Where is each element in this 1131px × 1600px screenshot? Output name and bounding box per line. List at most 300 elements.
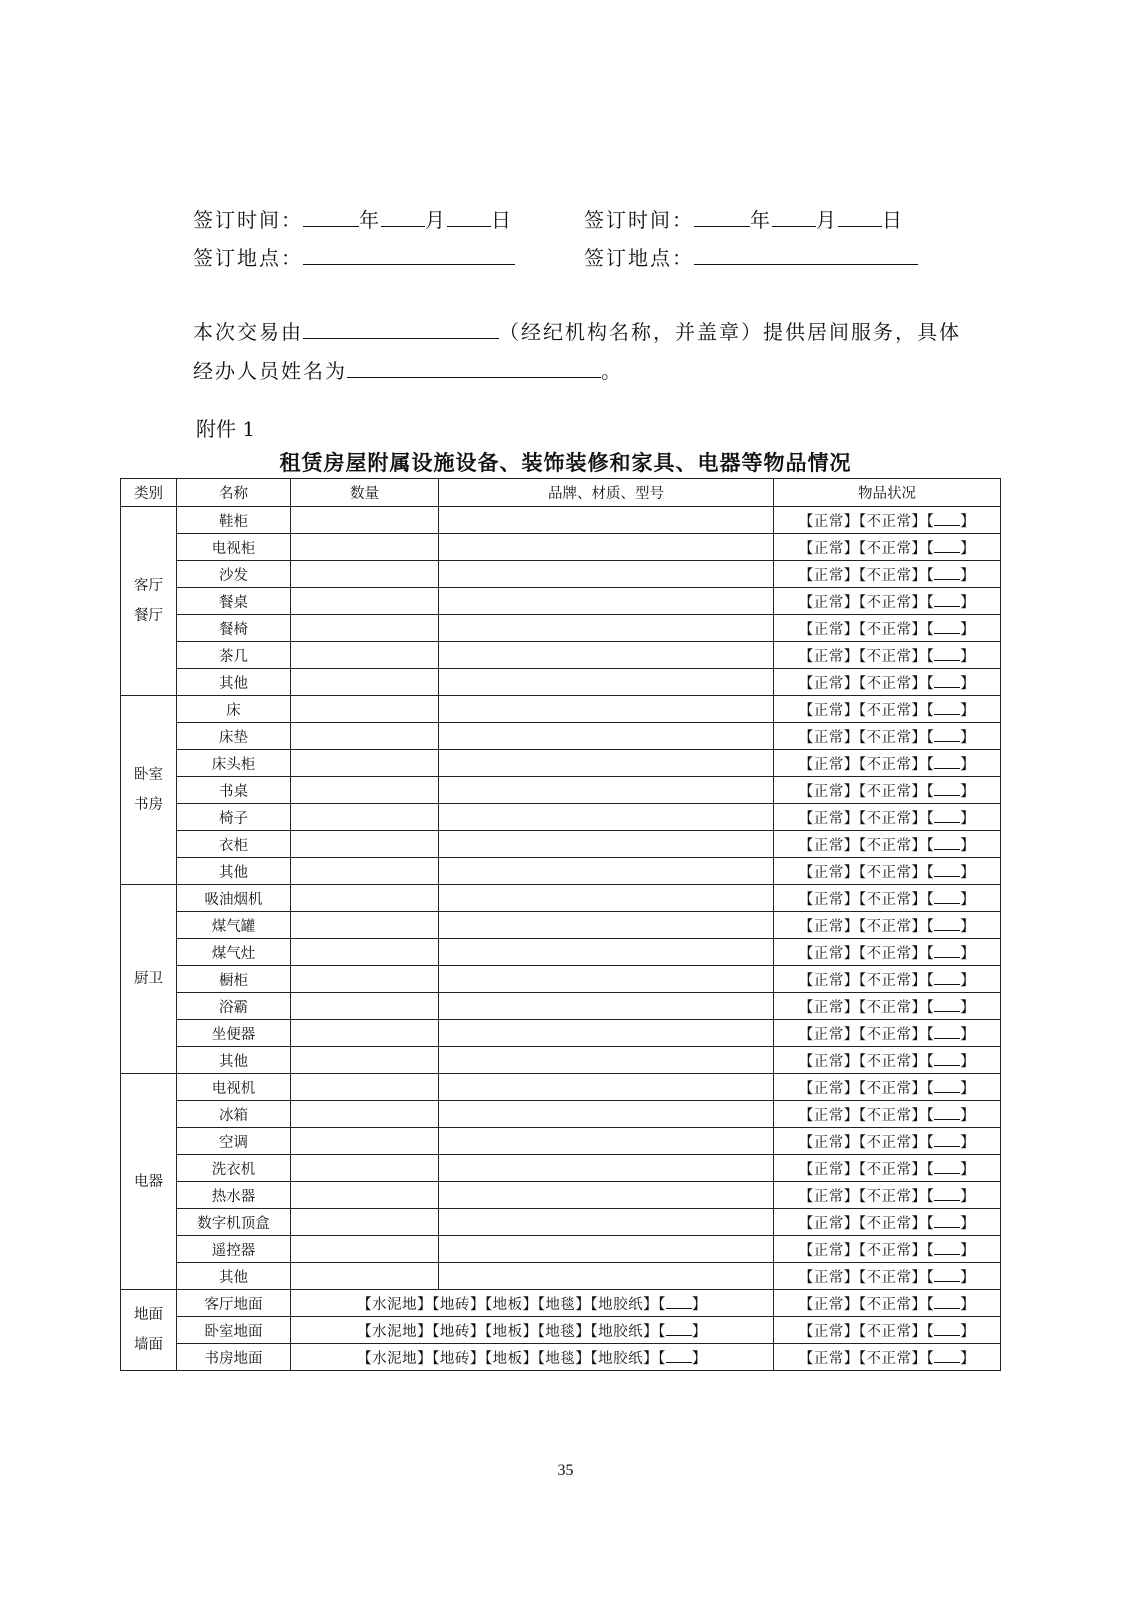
brand-material-model-cell[interactable] bbox=[439, 993, 774, 1020]
item-name-cell bbox=[177, 858, 291, 885]
annex-label: 附件 1 bbox=[196, 417, 256, 441]
table-row bbox=[121, 669, 1001, 696]
table-row bbox=[121, 885, 1001, 912]
agency-intro: 本次交易由 bbox=[193, 320, 303, 344]
quantity-cell[interactable] bbox=[291, 1128, 439, 1155]
brand-material-model-cell[interactable] bbox=[439, 966, 774, 993]
table-row bbox=[121, 777, 1001, 804]
brand-material-model-cell[interactable] bbox=[439, 777, 774, 804]
condition-cell[interactable]: 【正常】【不正常】【 】 bbox=[774, 1020, 1001, 1047]
item-name-cell bbox=[177, 1317, 291, 1344]
status-option: 正常 bbox=[813, 891, 844, 908]
material-option: 水泥地 bbox=[372, 1350, 418, 1367]
quantity-cell[interactable] bbox=[291, 696, 439, 723]
quantity-cell[interactable] bbox=[291, 777, 439, 804]
condition-cell[interactable]: 【正常】【不正常】【 】 bbox=[774, 1263, 1001, 1290]
brand-material-model-cell[interactable] bbox=[439, 1209, 774, 1236]
status-option: 正常 bbox=[813, 567, 844, 584]
brand-material-model-cell[interactable] bbox=[439, 696, 774, 723]
brand-material-model-cell[interactable] bbox=[439, 831, 774, 858]
status-other-blank[interactable] bbox=[934, 783, 960, 796]
brand-material-model-cell[interactable] bbox=[439, 1074, 774, 1101]
material-option: 水泥地 bbox=[372, 1323, 418, 1340]
category-label: 厨卫 bbox=[134, 971, 163, 987]
condition-cell[interactable]: 【正常】【不正常】【 】 bbox=[774, 723, 1001, 750]
status-option: 正常 bbox=[813, 1242, 844, 1259]
item-name-cell bbox=[177, 885, 291, 912]
item-name-cell bbox=[177, 1236, 291, 1263]
status-other-blank[interactable] bbox=[934, 594, 960, 607]
status-other-blank[interactable] bbox=[934, 756, 960, 769]
status-other-blank[interactable] bbox=[934, 1323, 960, 1336]
status-option: 不正常 bbox=[866, 1107, 912, 1124]
item-name: 坐便器 bbox=[211, 1026, 256, 1043]
brand-material-model-cell[interactable] bbox=[439, 1263, 774, 1290]
quantity-cell[interactable] bbox=[291, 1020, 439, 1047]
category-cell bbox=[121, 1074, 177, 1290]
status-other-blank[interactable] bbox=[934, 810, 960, 823]
status-option: 不正常 bbox=[866, 621, 912, 638]
item-name: 其他 bbox=[219, 1053, 248, 1070]
quantity-cell[interactable] bbox=[291, 1236, 439, 1263]
item-name-cell bbox=[177, 1101, 291, 1128]
page-number: 35 bbox=[557, 1462, 574, 1479]
brand-material-model-cell[interactable] bbox=[439, 723, 774, 750]
category-label: 墙面 bbox=[134, 1337, 163, 1353]
item-name-cell bbox=[177, 939, 291, 966]
status-option: 正常 bbox=[813, 783, 844, 800]
status-other-blank[interactable] bbox=[934, 540, 960, 553]
item-name-cell bbox=[177, 669, 291, 696]
condition-cell[interactable]: 【正常】【不正常】【 】 bbox=[774, 939, 1001, 966]
quantity-cell[interactable] bbox=[291, 507, 439, 534]
material-option: 地毯 bbox=[545, 1350, 576, 1367]
header-brand-material-model: 品牌、材质、型号 bbox=[439, 479, 774, 507]
item-name: 书桌 bbox=[219, 783, 248, 800]
agency-name-blank[interactable] bbox=[303, 320, 499, 339]
agency-service-text: （经纪机构名称，并盖章）提供居间服务，具体 bbox=[499, 320, 961, 344]
brand-material-model-cell[interactable] bbox=[439, 1236, 774, 1263]
condition-cell[interactable]: 【正常】【不正常】【 】 bbox=[774, 561, 1001, 588]
item-name-cell bbox=[177, 1047, 291, 1074]
item-name-cell bbox=[177, 1020, 291, 1047]
brand-material-model-cell[interactable] bbox=[439, 1182, 774, 1209]
status-other-blank[interactable] bbox=[934, 621, 960, 634]
brand-material-model-cell[interactable] bbox=[439, 588, 774, 615]
quantity-cell[interactable] bbox=[291, 1209, 439, 1236]
brand-material-model-cell[interactable] bbox=[439, 561, 774, 588]
brand-material-model-cell[interactable] bbox=[439, 1020, 774, 1047]
status-option: 不正常 bbox=[866, 1188, 912, 1205]
condition-cell[interactable]: 【正常】【不正常】【 】 bbox=[774, 1317, 1001, 1344]
status-option: 不正常 bbox=[866, 567, 912, 584]
month-blank[interactable] bbox=[772, 208, 816, 227]
item-name: 数字机顶盒 bbox=[197, 1215, 270, 1232]
signing-place-label: 签订地点： bbox=[193, 246, 303, 270]
quantity-cell[interactable] bbox=[291, 966, 439, 993]
condition-cell[interactable]: 【正常】【不正常】【 】 bbox=[774, 804, 1001, 831]
item-name: 床头柜 bbox=[211, 756, 256, 773]
category-label: 电器 bbox=[134, 1173, 163, 1190]
brand-material-model-cell[interactable] bbox=[439, 1101, 774, 1128]
status-option: 正常 bbox=[813, 1107, 844, 1124]
item-name: 煤气灶 bbox=[211, 945, 256, 962]
brand-material-model-cell[interactable] bbox=[439, 858, 774, 885]
item-name-cell bbox=[177, 723, 291, 750]
item-name-cell bbox=[177, 777, 291, 804]
status-other-blank[interactable] bbox=[934, 1350, 960, 1363]
condition-cell[interactable]: 【正常】【不正常】【 】 bbox=[774, 1074, 1001, 1101]
item-name: 吸油烟机 bbox=[204, 891, 263, 908]
item-name-cell bbox=[177, 1344, 291, 1371]
category-label: 餐厅 bbox=[134, 608, 163, 624]
table-row bbox=[121, 804, 1001, 831]
table-header-row bbox=[121, 479, 1001, 507]
brand-material-model-cell[interactable] bbox=[439, 642, 774, 669]
condition-cell[interactable]: 【正常】【不正常】【 】 bbox=[774, 669, 1001, 696]
status-other-blank[interactable] bbox=[934, 999, 960, 1012]
quantity-cell[interactable] bbox=[291, 1101, 439, 1128]
quantity-cell[interactable] bbox=[291, 939, 439, 966]
material-other-blank[interactable] bbox=[666, 1323, 692, 1336]
year-label: 年 bbox=[750, 208, 772, 232]
material-option: 地板 bbox=[492, 1350, 523, 1367]
quantity-cell[interactable] bbox=[291, 534, 439, 561]
condition-cell[interactable]: 【正常】【不正常】【 】 bbox=[774, 777, 1001, 804]
category-label: 客厅 bbox=[134, 578, 163, 594]
brand-material-model-cell[interactable] bbox=[439, 615, 774, 642]
item-name: 餐椅 bbox=[219, 621, 248, 638]
status-other-blank[interactable] bbox=[934, 1161, 960, 1174]
status-other-blank[interactable] bbox=[934, 891, 960, 904]
table-row bbox=[121, 588, 1001, 615]
condition-cell[interactable]: 【正常】【不正常】【 】 bbox=[774, 750, 1001, 777]
condition-cell[interactable]: 【正常】【不正常】【 】 bbox=[774, 1344, 1001, 1371]
day-blank[interactable] bbox=[447, 208, 491, 227]
status-option: 正常 bbox=[813, 540, 844, 557]
status-option: 正常 bbox=[813, 972, 844, 989]
status-option: 不正常 bbox=[866, 918, 912, 935]
agency-end-mark: 。 bbox=[601, 359, 623, 383]
brand-material-model-cell[interactable] bbox=[439, 912, 774, 939]
category-label: 卧室 bbox=[134, 767, 163, 783]
table-row bbox=[121, 534, 1001, 561]
category-cell bbox=[121, 507, 177, 696]
quantity-cell[interactable] bbox=[291, 858, 439, 885]
signing-time-left bbox=[193, 204, 513, 233]
quantity-cell[interactable] bbox=[291, 912, 439, 939]
condition-cell[interactable]: 【正常】【不正常】【 】 bbox=[774, 1128, 1001, 1155]
table-row bbox=[121, 1344, 1001, 1371]
status-option: 正常 bbox=[813, 918, 844, 935]
status-option: 不正常 bbox=[866, 1161, 912, 1178]
condition-cell[interactable]: 【正常】【不正常】【 】 bbox=[774, 1155, 1001, 1182]
status-option: 正常 bbox=[813, 1053, 844, 1070]
status-option: 正常 bbox=[813, 837, 844, 854]
item-name: 热水器 bbox=[211, 1188, 256, 1205]
status-other-blank[interactable] bbox=[934, 1053, 960, 1066]
status-other-blank[interactable] bbox=[934, 1080, 960, 1093]
quantity-cell[interactable] bbox=[291, 642, 439, 669]
signing-place-label: 签订地点： bbox=[584, 246, 694, 270]
status-option: 不正常 bbox=[866, 702, 912, 719]
item-name: 衣柜 bbox=[219, 837, 248, 854]
item-name: 冰箱 bbox=[219, 1107, 248, 1124]
item-name: 其他 bbox=[219, 864, 248, 881]
quantity-cell[interactable] bbox=[291, 750, 439, 777]
status-option: 不正常 bbox=[866, 783, 912, 800]
status-other-blank[interactable] bbox=[934, 648, 960, 661]
status-other-blank[interactable] bbox=[934, 729, 960, 742]
place-blank[interactable] bbox=[694, 246, 918, 265]
item-name-cell bbox=[177, 1155, 291, 1182]
condition-cell[interactable]: 【正常】【不正常】【 】 bbox=[774, 912, 1001, 939]
item-name: 沙发 bbox=[219, 567, 248, 584]
material-option: 地砖 bbox=[439, 1323, 470, 1340]
document-title: 租赁房屋附属设施设备、装饰装修和家具、电器等物品情况 bbox=[279, 450, 852, 475]
brand-material-model-cell[interactable] bbox=[439, 1128, 774, 1155]
quantity-cell[interactable] bbox=[291, 1155, 439, 1182]
material-other-blank[interactable] bbox=[666, 1296, 692, 1309]
status-other-blank[interactable] bbox=[934, 1242, 960, 1255]
table-row bbox=[121, 696, 1001, 723]
item-name-cell bbox=[177, 1074, 291, 1101]
month-label: 月 bbox=[816, 208, 838, 232]
table-row bbox=[121, 1074, 1001, 1101]
status-other-blank[interactable] bbox=[934, 972, 960, 985]
brand-material-model-cell[interactable] bbox=[439, 885, 774, 912]
table-row bbox=[121, 750, 1001, 777]
table-row bbox=[121, 831, 1001, 858]
table-row bbox=[121, 1290, 1001, 1317]
item-name-cell bbox=[177, 831, 291, 858]
quantity-cell[interactable] bbox=[291, 1182, 439, 1209]
quantity-cell[interactable] bbox=[291, 723, 439, 750]
status-other-blank[interactable] bbox=[934, 1269, 960, 1282]
status-option: 正常 bbox=[813, 945, 844, 962]
condition-cell[interactable]: 【正常】【不正常】【 】 bbox=[774, 507, 1001, 534]
status-other-blank[interactable] bbox=[934, 1107, 960, 1120]
condition-cell[interactable]: 【正常】【不正常】【 】 bbox=[774, 993, 1001, 1020]
table-row bbox=[121, 723, 1001, 750]
brand-material-model-cell[interactable] bbox=[439, 939, 774, 966]
header-condition: 物品状况 bbox=[774, 479, 1001, 507]
condition-cell[interactable]: 【正常】【不正常】【 】 bbox=[774, 1236, 1001, 1263]
status-other-blank[interactable] bbox=[934, 1188, 960, 1201]
item-name-cell bbox=[177, 912, 291, 939]
item-name-cell bbox=[177, 804, 291, 831]
table-row bbox=[121, 561, 1001, 588]
status-option: 不正常 bbox=[866, 891, 912, 908]
agent-name-blank[interactable] bbox=[347, 359, 601, 378]
status-other-blank[interactable] bbox=[934, 1215, 960, 1228]
status-option: 不正常 bbox=[866, 675, 912, 692]
condition-cell[interactable]: 【正常】【不正常】【 】 bbox=[774, 642, 1001, 669]
status-option: 正常 bbox=[813, 621, 844, 638]
items-table-body bbox=[121, 507, 1001, 1371]
brand-material-model-cell[interactable] bbox=[439, 804, 774, 831]
condition-cell[interactable]: 【正常】【不正常】【 】 bbox=[774, 588, 1001, 615]
quantity-cell[interactable] bbox=[291, 1263, 439, 1290]
status-option: 正常 bbox=[813, 1350, 844, 1367]
status-option: 正常 bbox=[813, 729, 844, 746]
status-option: 不正常 bbox=[866, 648, 912, 665]
brand-material-model-cell[interactable] bbox=[439, 1047, 774, 1074]
brand-material-model-cell[interactable] bbox=[439, 1155, 774, 1182]
material-other-blank[interactable] bbox=[666, 1350, 692, 1363]
signing-time-label: 签订时间： bbox=[584, 208, 694, 232]
status-option: 不正常 bbox=[866, 1350, 912, 1367]
quantity-cell[interactable] bbox=[291, 804, 439, 831]
status-option: 正常 bbox=[813, 702, 844, 719]
day-label: 日 bbox=[882, 208, 904, 232]
item-name-cell bbox=[177, 588, 291, 615]
status-option: 正常 bbox=[813, 1215, 844, 1232]
item-name-cell bbox=[177, 1209, 291, 1236]
status-other-blank[interactable] bbox=[934, 1134, 960, 1147]
table-row bbox=[121, 1209, 1001, 1236]
item-name-cell bbox=[177, 696, 291, 723]
quantity-cell[interactable] bbox=[291, 885, 439, 912]
status-option: 不正常 bbox=[866, 540, 912, 557]
status-other-blank[interactable] bbox=[934, 702, 960, 715]
status-option: 不正常 bbox=[866, 972, 912, 989]
condition-cell[interactable]: 【正常】【不正常】【 】 bbox=[774, 1182, 1001, 1209]
status-option: 不正常 bbox=[866, 1053, 912, 1070]
status-option: 正常 bbox=[813, 810, 844, 827]
status-option: 不正常 bbox=[866, 945, 912, 962]
year-blank[interactable] bbox=[303, 208, 359, 227]
status-other-blank[interactable] bbox=[934, 675, 960, 688]
status-other-blank[interactable] bbox=[934, 1026, 960, 1039]
agent-intro: 经办人员姓名为 bbox=[193, 359, 347, 383]
condition-cell[interactable]: 【正常】【不正常】【 】 bbox=[774, 858, 1001, 885]
condition-cell[interactable]: 【正常】【不正常】【 】 bbox=[774, 885, 1001, 912]
condition-cell[interactable]: 【正常】【不正常】【 】 bbox=[774, 1047, 1001, 1074]
brand-material-model-cell[interactable] bbox=[439, 669, 774, 696]
status-option: 不正常 bbox=[866, 1215, 912, 1232]
status-option: 不正常 bbox=[866, 1026, 912, 1043]
floor-material-cell[interactable]: 【水泥地】【地砖】【地板】【地毯】【地胶纸】【 】 bbox=[291, 1344, 774, 1371]
signing-place-right bbox=[584, 242, 918, 271]
item-name-cell bbox=[177, 993, 291, 1020]
category-label: 地面 bbox=[134, 1307, 163, 1323]
header-category: 类别 bbox=[121, 479, 177, 507]
status-option: 正常 bbox=[813, 1188, 844, 1205]
condition-cell[interactable]: 【正常】【不正常】【 】 bbox=[774, 615, 1001, 642]
status-other-blank[interactable] bbox=[934, 567, 960, 580]
status-other-blank[interactable] bbox=[934, 864, 960, 877]
item-name: 洗衣机 bbox=[211, 1161, 256, 1178]
item-name: 橱柜 bbox=[219, 972, 248, 989]
condition-cell[interactable]: 【正常】【不正常】【 】 bbox=[774, 1290, 1001, 1317]
quantity-cell[interactable] bbox=[291, 1047, 439, 1074]
brand-material-model-cell[interactable] bbox=[439, 507, 774, 534]
year-label: 年 bbox=[359, 208, 381, 232]
status-other-blank[interactable] bbox=[934, 513, 960, 526]
year-blank[interactable] bbox=[694, 208, 750, 227]
item-name-cell bbox=[177, 642, 291, 669]
month-label: 月 bbox=[425, 208, 447, 232]
condition-cell[interactable]: 【正常】【不正常】【 】 bbox=[774, 1101, 1001, 1128]
quantity-cell[interactable] bbox=[291, 993, 439, 1020]
place-blank[interactable] bbox=[303, 246, 515, 265]
status-option: 不正常 bbox=[866, 1269, 912, 1286]
quantity-cell[interactable] bbox=[291, 561, 439, 588]
table-row bbox=[121, 615, 1001, 642]
item-name: 电视柜 bbox=[211, 540, 256, 557]
status-other-blank[interactable] bbox=[934, 918, 960, 931]
item-name: 电视机 bbox=[211, 1080, 256, 1097]
status-other-blank[interactable] bbox=[934, 1296, 960, 1309]
status-option: 不正常 bbox=[866, 864, 912, 881]
quantity-cell[interactable] bbox=[291, 615, 439, 642]
table-row bbox=[121, 642, 1001, 669]
material-option: 地毯 bbox=[545, 1323, 576, 1340]
day-blank[interactable] bbox=[838, 208, 882, 227]
item-name-cell bbox=[177, 1263, 291, 1290]
material-option: 地毯 bbox=[545, 1296, 576, 1313]
floor-material-cell[interactable]: 【水泥地】【地砖】【地板】【地毯】【地胶纸】【 】 bbox=[291, 1317, 774, 1344]
item-name: 客厅地面 bbox=[204, 1296, 263, 1313]
month-blank[interactable] bbox=[381, 208, 425, 227]
status-option: 正常 bbox=[813, 756, 844, 773]
status-option: 正常 bbox=[813, 1269, 844, 1286]
table-row bbox=[121, 1128, 1001, 1155]
header-name: 名称 bbox=[177, 479, 291, 507]
table-row bbox=[121, 912, 1001, 939]
brand-material-model-cell[interactable] bbox=[439, 750, 774, 777]
status-option: 正常 bbox=[813, 1296, 844, 1313]
item-name-cell bbox=[177, 1182, 291, 1209]
floor-material-cell[interactable]: 【水泥地】【地砖】【地板】【地毯】【地胶纸】【 】 bbox=[291, 1290, 774, 1317]
status-option: 不正常 bbox=[866, 756, 912, 773]
category-cell bbox=[121, 696, 177, 885]
status-option: 正常 bbox=[813, 1080, 844, 1097]
condition-cell[interactable]: 【正常】【不正常】【 】 bbox=[774, 831, 1001, 858]
status-option: 正常 bbox=[813, 1026, 844, 1043]
condition-cell[interactable]: 【正常】【不正常】【 】 bbox=[774, 696, 1001, 723]
status-option: 不正常 bbox=[866, 810, 912, 827]
status-other-blank[interactable] bbox=[934, 837, 960, 850]
condition-cell[interactable]: 【正常】【不正常】【 】 bbox=[774, 534, 1001, 561]
status-option: 不正常 bbox=[866, 1323, 912, 1340]
status-option: 不正常 bbox=[866, 729, 912, 746]
item-name: 煤气罐 bbox=[211, 918, 256, 935]
table-row bbox=[121, 507, 1001, 534]
quantity-cell[interactable] bbox=[291, 588, 439, 615]
condition-cell[interactable]: 【正常】【不正常】【 】 bbox=[774, 966, 1001, 993]
brand-material-model-cell[interactable] bbox=[439, 534, 774, 561]
item-name: 椅子 bbox=[219, 810, 248, 827]
condition-cell[interactable]: 【正常】【不正常】【 】 bbox=[774, 1209, 1001, 1236]
table-row bbox=[121, 966, 1001, 993]
quantity-cell[interactable] bbox=[291, 1074, 439, 1101]
quantity-cell[interactable] bbox=[291, 831, 439, 858]
material-option: 地胶纸 bbox=[598, 1350, 644, 1367]
item-name: 卧室地面 bbox=[204, 1323, 263, 1340]
status-option: 正常 bbox=[813, 675, 844, 692]
item-name: 空调 bbox=[219, 1134, 248, 1151]
item-name: 床 bbox=[226, 702, 241, 719]
status-option: 不正常 bbox=[866, 513, 912, 530]
day-label: 日 bbox=[491, 208, 513, 232]
table-row bbox=[121, 1317, 1001, 1344]
material-option: 地砖 bbox=[439, 1350, 470, 1367]
item-name: 鞋柜 bbox=[219, 513, 248, 530]
quantity-cell[interactable] bbox=[291, 669, 439, 696]
status-other-blank[interactable] bbox=[934, 945, 960, 958]
